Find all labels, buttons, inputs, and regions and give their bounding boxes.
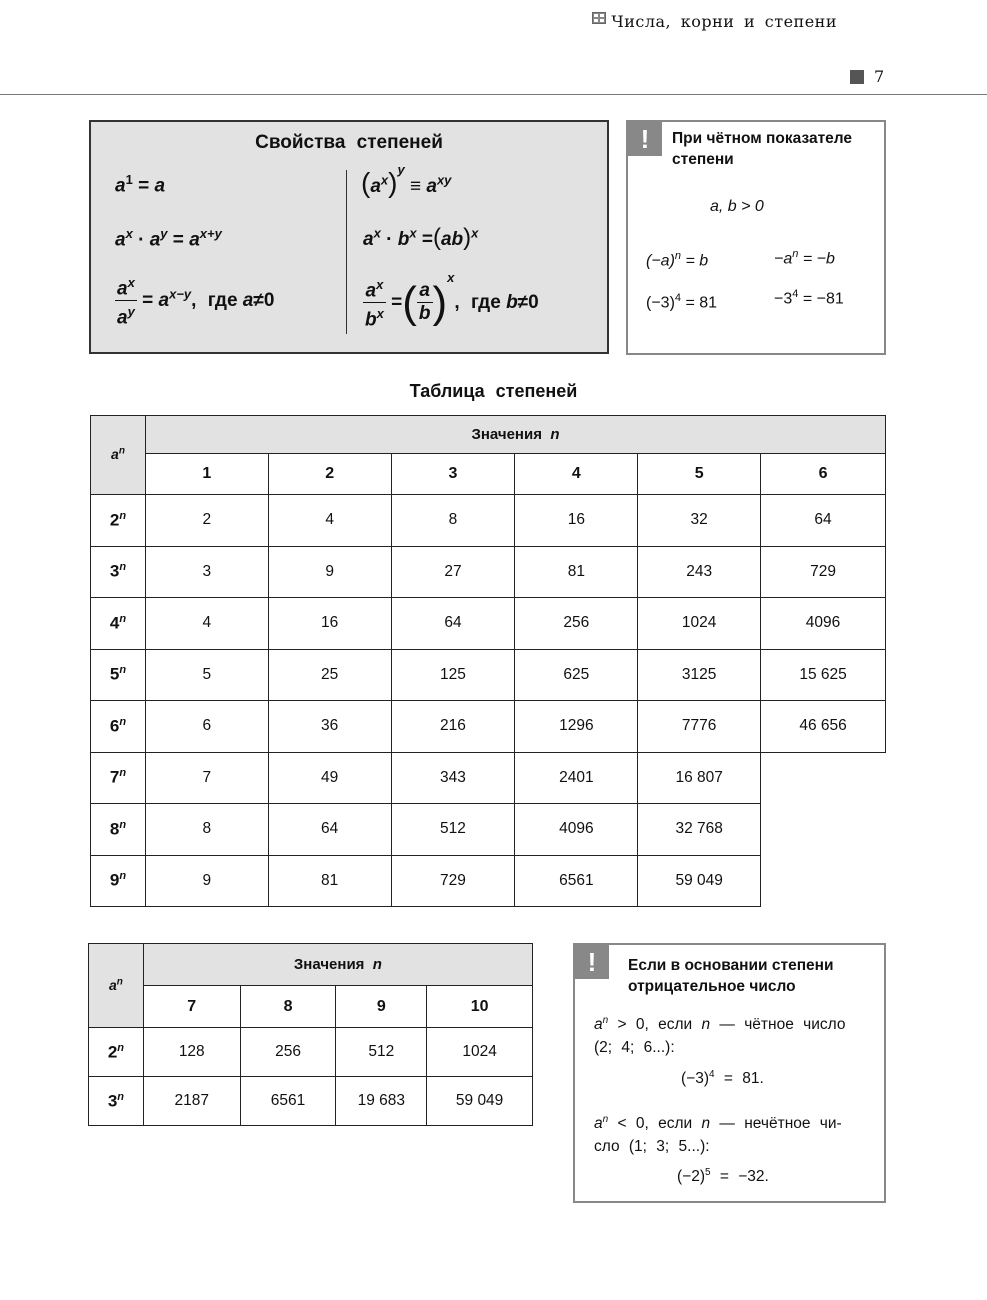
table-cell: 729 xyxy=(391,855,515,907)
row-base: 3$^n$ xyxy=(89,1077,144,1126)
row-base: 6$^n$ xyxy=(91,701,146,753)
table-cell: 32 xyxy=(638,495,761,547)
note-negative-rule2: $a^n < 0$, если n — нечётное чи- xyxy=(594,1114,842,1133)
formula-power-of-power: $(a^x)^y \equiv a^{xy}$ xyxy=(361,162,452,198)
note-even-condition: a, b > 0 xyxy=(710,198,764,215)
table-row xyxy=(91,598,886,650)
table-cell: 32 768 xyxy=(638,804,761,856)
table-cell: 16 xyxy=(515,495,638,547)
table-row xyxy=(91,701,886,753)
table-corner: $a^n$ xyxy=(91,416,146,495)
table-cell: 2401 xyxy=(515,752,638,804)
powers-table-extra xyxy=(88,943,533,1126)
column-header: 4 xyxy=(515,454,638,495)
empty-cell xyxy=(761,752,886,804)
note-even-title: При чётном показателе степени xyxy=(672,130,853,168)
table-row xyxy=(91,546,886,598)
table-cell: 7 xyxy=(145,752,268,804)
column-header: 9 xyxy=(336,986,427,1028)
exclamation-icon: ! xyxy=(628,122,662,156)
empty-cell xyxy=(761,855,886,907)
table-cell: 625 xyxy=(515,649,638,701)
properties-divider xyxy=(346,170,347,334)
table-cell: 15 625 xyxy=(761,649,886,701)
row-base: 8$^n$ xyxy=(91,804,146,856)
exclamation-icon: ! xyxy=(575,945,609,979)
table-row xyxy=(89,1077,533,1126)
formula-quotient-rule: $\frac{a^x}{a^y}$ = $a^{x-y}$, где a≠0 xyxy=(115,272,274,330)
section-title: Числа, корни и степени xyxy=(611,12,837,31)
note-negative-example1: $(-3)^4 = 81$. xyxy=(681,1069,764,1088)
square-icon xyxy=(850,70,864,84)
column-header: 8 xyxy=(240,986,336,1028)
powers-table-main xyxy=(90,415,886,907)
table-cell: 2 xyxy=(145,495,268,547)
table-cell: 27 xyxy=(391,546,515,598)
table-row xyxy=(91,752,886,804)
table-cell: 256 xyxy=(240,1028,336,1077)
values-header: Значения n xyxy=(145,416,885,454)
table-cell: 3 xyxy=(145,546,268,598)
table-cell: 59 049 xyxy=(427,1077,533,1126)
table-cell: 64 xyxy=(761,495,886,547)
column-header: 10 xyxy=(427,986,533,1028)
table-cell: 6 xyxy=(145,701,268,753)
row-base: 3$^n$ xyxy=(91,546,146,598)
column-header: 3 xyxy=(391,454,515,495)
note-negative-rule1: $a^n > 0$, если n — чётное число xyxy=(594,1015,846,1034)
table-cell: 125 xyxy=(391,649,515,701)
formula-quotient-power: $\frac{a^x}{b^x}$ =( $\frac{a}{b}$ )$^x$, где b≠0 xyxy=(365,270,539,331)
table-cell: 4096 xyxy=(761,598,886,650)
formula-product-rule: $a^x \cdot a^y = a^{x+y}$ xyxy=(115,226,222,251)
table-cell: 512 xyxy=(391,804,515,856)
table-cell: 59 049 xyxy=(638,855,761,907)
row-base: 9$^n$ xyxy=(91,855,146,907)
table-cell: 729 xyxy=(761,546,886,598)
note-negative-base xyxy=(573,943,886,1203)
table-cell: 6561 xyxy=(515,855,638,907)
row-base: 2$^n$ xyxy=(89,1028,144,1077)
table-cell: 46 656 xyxy=(761,701,886,753)
column-header: 1 xyxy=(145,454,268,495)
table-cell: 16 xyxy=(268,598,391,650)
note-even-eq1: $(-a)^n = b$ xyxy=(646,250,709,270)
table-title: Таблица степеней xyxy=(409,381,578,401)
column-header: 5 xyxy=(638,454,761,495)
table-cell: 5 xyxy=(145,649,268,701)
grid-icon xyxy=(592,12,606,24)
empty-cell xyxy=(761,804,886,856)
note-negative-rule1-cont: (2; 4; 6...): xyxy=(594,1039,675,1056)
table-row xyxy=(91,649,886,701)
values-header: Значения n xyxy=(143,944,532,986)
table-cell: 9 xyxy=(145,855,268,907)
note-negative-title: Если в основании степени отрицательное число xyxy=(628,957,834,995)
table-cell: 512 xyxy=(336,1028,427,1077)
note-even-eq2: $-a^n = -b$ xyxy=(774,248,835,268)
table-cell: 4096 xyxy=(515,804,638,856)
row-base: 5$^n$ xyxy=(91,649,146,701)
table-cell: 243 xyxy=(638,546,761,598)
page-header xyxy=(0,58,987,95)
table-cell: 8 xyxy=(145,804,268,856)
table-cell: 343 xyxy=(391,752,515,804)
note-negative-rule2-cont: сло (1; 3; 5...): xyxy=(594,1138,710,1155)
note-even-ex2: $-3^4 = -81$ xyxy=(774,288,844,308)
table-cell: 7776 xyxy=(638,701,761,753)
table-cell: 8 xyxy=(391,495,515,547)
row-base: 2$^n$ xyxy=(91,495,146,547)
row-base: 7$^n$ xyxy=(91,752,146,804)
table-cell: 128 xyxy=(143,1028,240,1077)
table-cell: 6561 xyxy=(240,1077,336,1126)
table-cell: 36 xyxy=(268,701,391,753)
note-even-exponent xyxy=(626,120,886,355)
column-header: 7 xyxy=(143,986,240,1028)
table-corner: $a^n$ xyxy=(89,944,144,1028)
table-cell: 1296 xyxy=(515,701,638,753)
table-cell: 81 xyxy=(268,855,391,907)
table-row xyxy=(91,855,886,907)
column-header: 6 xyxy=(761,454,886,495)
page-number: 7 xyxy=(874,67,885,86)
table-cell: 2187 xyxy=(143,1077,240,1126)
table-cell: 49 xyxy=(268,752,391,804)
column-header: 2 xyxy=(268,454,391,495)
note-even-ex1: $(-3)^4 = 81$ xyxy=(646,292,718,312)
table-cell: 4 xyxy=(145,598,268,650)
table-cell: 16 807 xyxy=(638,752,761,804)
properties-box xyxy=(89,120,609,354)
table-cell: 25 xyxy=(268,649,391,701)
table-cell: 9 xyxy=(268,546,391,598)
formula-power-one: $a^1 = a$ xyxy=(115,172,166,197)
table-row xyxy=(89,1028,533,1077)
formula-product-power: $a^x \cdot b^x =(ab)^x$ xyxy=(363,224,479,251)
table-cell: 64 xyxy=(391,598,515,650)
table-cell: 216 xyxy=(391,701,515,753)
table-cell: 81 xyxy=(515,546,638,598)
table-row xyxy=(91,804,886,856)
properties-title: Свойства степеней xyxy=(255,132,443,153)
table-cell: 4 xyxy=(268,495,391,547)
table-cell: 1024 xyxy=(427,1028,533,1077)
row-base: 4$^n$ xyxy=(91,598,146,650)
table-cell: 19 683 xyxy=(336,1077,427,1126)
table-cell: 3125 xyxy=(638,649,761,701)
table-row xyxy=(91,495,886,547)
table-cell: 256 xyxy=(515,598,638,650)
note-negative-example2: $(-2)^5 = -32$. xyxy=(677,1167,769,1186)
table-cell: 1024 xyxy=(638,598,761,650)
table-cell: 64 xyxy=(268,804,391,856)
